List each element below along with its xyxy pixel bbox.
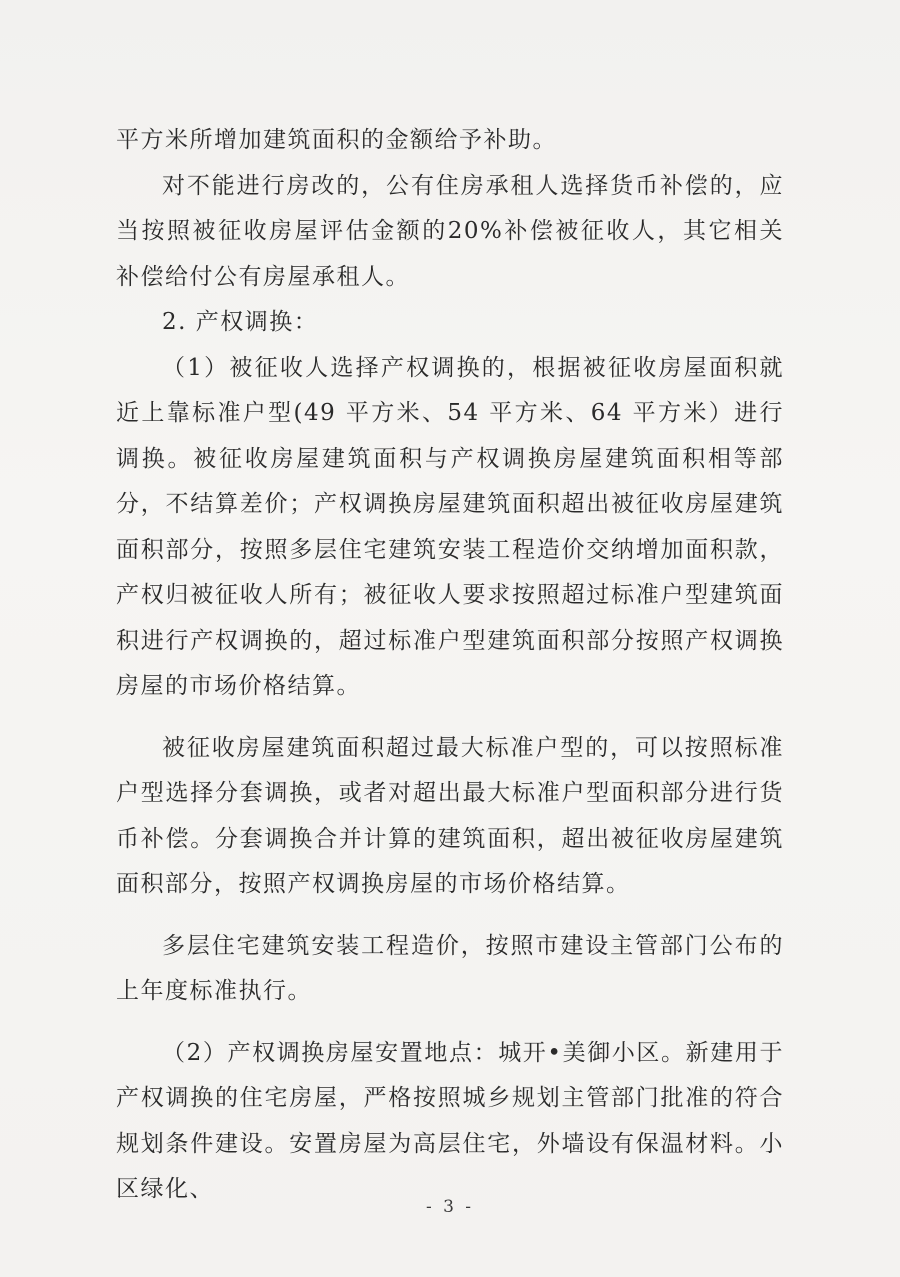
paragraph-public-housing-compensation: 对不能进行房改的，公有住房承租人选择货币补偿的，应当按照被征收房屋评估金额的20%补偿被征收人，其它相关补偿给付公有房屋承租人。 <box>116 172 784 290</box>
section-heading-property-exchange: 2. 产权调换： <box>162 309 319 335</box>
paragraph-exchange-item-1: （1）被征收人选择产权调换的，根据被征收房屋面积就近上靠标准户型(49 平方米、54 平方米、64 平方米）进行调换。被征收房屋建筑面积与产权调换房屋建筑面积相等部分，不结算差价；产权调换房屋建筑面积超出被征收房屋建筑面积部分，按照多层住宅建筑安装工程造价交纳增加面积款，产权归被征收人所有；被征收人要求按照超过标准户型建筑面积进行产权调换的，超过标准户型建筑面积部分按照产权调换房屋的市场价格结算。 <box>116 354 784 699</box>
paragraph-oversize-housing: 被征收房屋建筑面积超过最大标准户型的，可以按照标准户型选择分套调换，或者对超出最大标准户型面积部分进行货币补偿。分套调换合并计算的建筑面积，超出被征收房屋建筑面积部分，按照产权调换房屋的市场价格结算。 <box>116 734 784 897</box>
page-number: - 3 - <box>425 1197 475 1217</box>
paragraph-subsidy-continuation: 平方米所增加建筑面积的金额给予补助。 <box>116 127 557 153</box>
paragraph-exchange-item-2: （2）产权调换房屋安置地点：城开•美御小区。新建用于产权调换的住宅房屋，严格按照城乡规划主管部门批准的符合规划条件建设。安置房屋为高层住宅，外墙设有保温材料。小区绿化、 <box>116 1039 784 1202</box>
document-body <box>116 118 784 1213</box>
paragraph-construction-cost: 多层住宅建筑安装工程造价，按照市建设主管部门公布的上年度标准执行。 <box>116 932 784 1004</box>
